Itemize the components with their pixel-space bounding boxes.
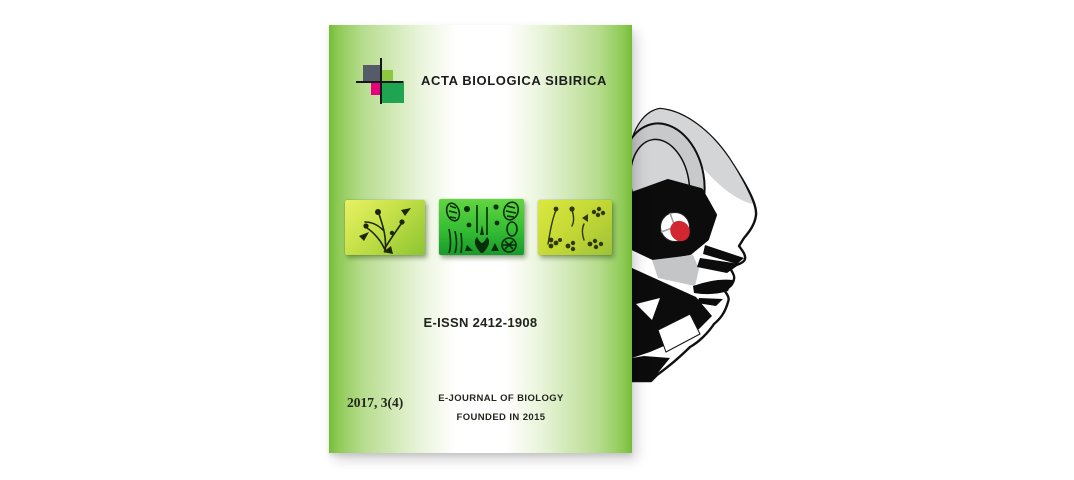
flowers-insects-sketch-thumbnail: [538, 200, 612, 255]
logo-green-square: [381, 81, 404, 103]
logo-light-green-square: [381, 70, 393, 81]
journal-title: ACTA BIOLOGICA SIBIRICA: [421, 73, 607, 88]
eissn-label: E-ISSN 2412-1908: [423, 315, 538, 330]
journal-cover[interactable]: [329, 25, 632, 453]
founded-label: FOUNDED IN 2015: [456, 412, 546, 423]
microorganisms-sketch-thumbnail: [439, 199, 524, 255]
issue-label: 2017, 3(4): [347, 395, 404, 410]
logo-horizontal-line: [356, 81, 403, 83]
journal-type-label: E-JOURNAL OF BIOLOGY: [438, 393, 564, 404]
plant-sketch-thumbnail: [345, 200, 425, 255]
